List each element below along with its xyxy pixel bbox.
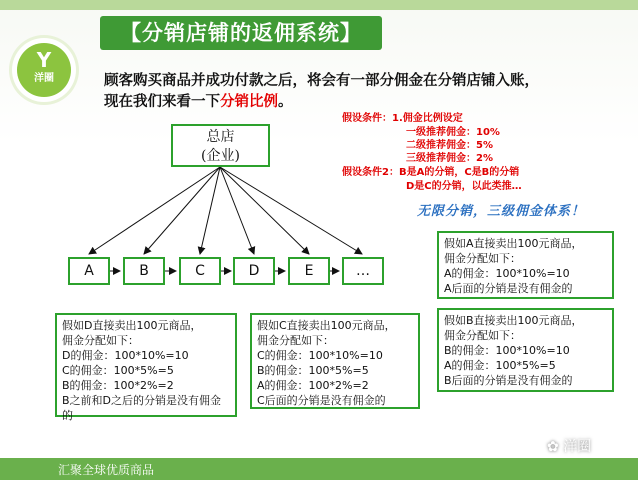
box-c-line-3: C的佣金：100*10%=10 [257,349,383,362]
intro-line-2-prefix: 现在我们来看一下 [104,93,220,110]
box-a-line-1: 假如A直接卖出100元商品， [444,237,583,250]
box-d-line-4: C的佣金：100*5%=5 [62,364,174,377]
intro-line-2-suffix: 。 [278,93,293,110]
example-box-a [437,231,614,299]
arrow-hq-to-more [220,167,362,254]
box-c-line-1: 假如C直接卖出100元商品， [257,319,396,332]
arrow-hq-to-c [200,167,220,254]
logo-text: 洋圈 [34,73,54,84]
node-c: C [179,257,221,285]
condition-1-level-1: 一级推荐佣金：10% [406,127,500,138]
box-c-line-5: A的佣金：100*2%=2 [257,379,369,392]
hq-box [171,124,270,167]
box-a-line-4: A后面的分销是没有佣金的 [444,282,573,295]
box-c-line-4: B的佣金：100*5%=5 [257,364,369,377]
intro-line-1: 顾客购买商品并成功付款之后，将会有一部分佣金在分销店铺入账， [104,72,539,89]
box-b-line-1: 假如B直接卖出100元商品， [444,314,583,327]
hq-label: 总店 [206,129,235,145]
arrow-hq-to-d [220,167,254,254]
example-box-c [250,313,420,409]
box-c-line-6: C后面的分销是没有佣金的 [257,394,386,407]
arrow-hq-to-e [220,167,309,254]
node-more: … [342,257,384,285]
watermark-icon: ✿ [547,439,564,455]
logo-glyph: Y [36,48,52,72]
condition-1-label: 假设条件：1.佣金比例设定 [342,113,463,124]
box-d-line-5: B的佣金：100*2%=2 [62,379,174,392]
node-b: B [123,257,165,285]
example-box-d [55,313,237,422]
box-a-line-3: A的佣金：100*10%=10 [444,267,570,280]
example-box-b [437,308,614,392]
footer-text: 汇聚全球优质商品 [58,463,155,477]
box-d-line-1: 假如D直接卖出100元商品， [62,319,202,332]
box-b-line-4: A的佣金：100*5%=5 [444,359,556,372]
node-e: E [288,257,330,285]
title-banner: 【分销店铺的返佣系统】 [100,16,382,50]
box-d-line-6: B之前和D之后的分销是没有佣金的 [62,394,222,422]
box-a-line-2: 佣金分配如下： [444,252,521,265]
node-d: D [233,257,275,285]
box-c-line-2: 佣金分配如下： [257,334,334,347]
node-a: A [68,257,110,285]
box-b-line-3: B的佣金：100*10%=10 [444,344,570,357]
watermark [547,436,591,456]
condition-2-line: D是C的分销，以此类推… [406,181,522,192]
box-d-line-3: D的佣金：100*10%=10 [62,349,189,362]
box-b-line-2: 佣金分配如下： [444,329,521,342]
condition-1-level-2: 二级推荐佣金：5% [406,140,493,151]
box-d-line-2: 佣金分配如下： [62,334,139,347]
intro-highlight: 分销比例 [220,93,278,110]
condition-2-label: 假设条件2：B是A的分销，C是B的分销 [342,167,520,178]
condition-1-level-3: 三级推荐佣金：2% [406,153,493,164]
slogan: 无限分销，三级佣金体系！ [417,204,586,219]
box-b-line-5: B后面的分销是没有佣金的 [444,374,573,387]
hq-sublabel: (企业) [201,148,240,164]
arrow-hq-to-a [89,167,220,254]
watermark-text: 洋圈 [563,439,592,455]
